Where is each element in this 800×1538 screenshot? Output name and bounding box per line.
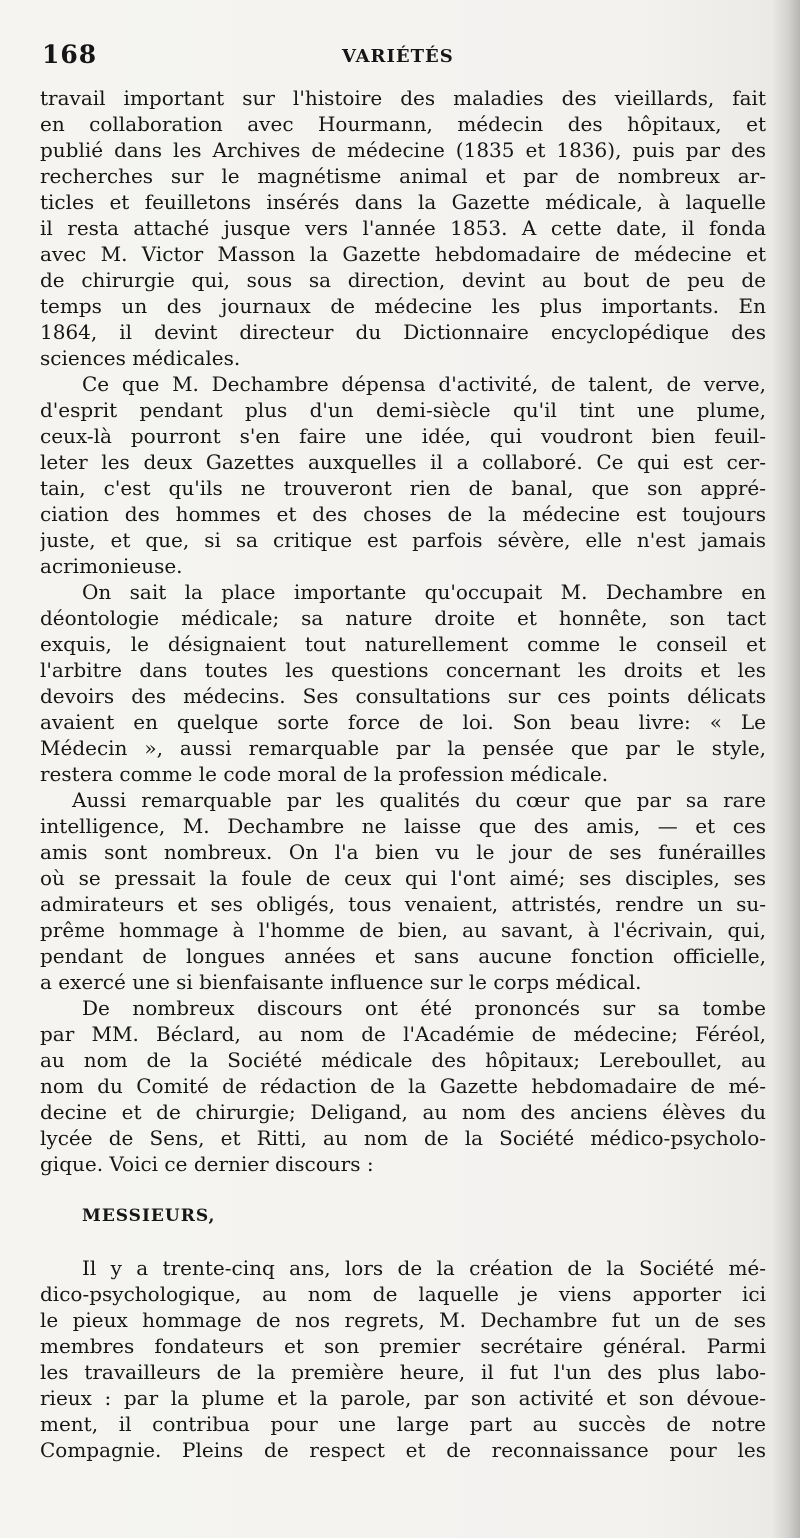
text-line: acrimonieuse. [40,554,183,578]
text-line: où se pressait la foule de ceux qui l'ont aimé; ses disciples, ses [40,866,766,890]
text-line: exquis, le désignaient tout naturellement comme le conseil et [40,632,766,656]
text-line: On sait la place importante qu'occupait M. Dechambre en [82,580,766,604]
text-line: leter les deux Gazettes auxquelles il a collaboré. Ce qui est cer- [40,450,766,474]
text-line: recherches sur le magnétisme animal et par de nombreux ar- [40,164,766,188]
page-header [42,40,764,74]
text-line: avaient en quelque sorte force de loi. Son beau livre: « Le [40,710,766,734]
text-line: intelligence, M. Dechambre ne laisse que des amis, — et ces [40,814,766,838]
text-line: au nom de la Société médicale des hôpitaux; Lereboullet, au [40,1048,766,1072]
text-line: sciences médicales. [40,346,241,370]
text-line: ticles et feuilletons insérés dans la Gazette médicale, à laquelle [40,190,766,214]
text-line: pendant de longues années et sans aucune fonction officielle, [40,944,766,968]
text-line: travail important sur l'histoire des maladies des vieillards, fait [40,86,766,110]
text-line: rieux : par la plume et la parole, par son activité et son dévoue- [40,1386,766,1410]
text-line: de chirurgie qui, sous sa direction, devint au bout de peu de [40,268,766,292]
text-line: temps un des journaux de médecine les plus importants. En [40,294,766,318]
speech-paragraph [40,1255,766,1463]
text-line: par MM. Béclard, au nom de l'Académie de médecine; Féréol, [40,1022,766,1046]
text-line: ciation des hommes et des choses de la médecine est toujours [40,502,766,526]
text-line: 1864, il devint directeur du Dictionnaire encyclopédique des [40,320,766,344]
text-line: juste, et que, si sa critique est parfois sévère, elle n'est jamais [40,528,766,552]
text-line: il resta attaché jusque vers l'année 1853. A cette date, il fonda [40,216,766,240]
paragraph-4 [40,787,766,995]
spacer [40,1229,766,1255]
text-line: en collaboration avec Hourmann, médecin des hôpitaux, et [40,112,766,136]
salutation: MESSIEURS, [82,1206,216,1226]
spine-shadow [772,0,800,1538]
text-line: ceux-là pourront s'en faire une idée, qui voudront bien feuil- [40,424,766,448]
paragraph-3 [40,579,766,787]
text-line: a exercé une si bienfaisante influence sur le corps médical. [40,970,642,994]
text-line: Il y a trente-cinq ans, lors de la création de la Société mé- [82,1256,766,1280]
text-line: les travailleurs de la première heure, il fut l'un des plus labo- [40,1360,766,1384]
text-line: tain, c'est qu'ils ne trouveront rien de banal, que son appré- [40,476,766,500]
text-line: decine et de chirurgie; Deligand, au nom des anciens élèves du [40,1100,766,1124]
spacer [40,1177,766,1203]
paragraph-5 [40,995,766,1177]
paragraph-2 [40,371,766,579]
text-line: restera comme le code moral de la profession médicale. [40,762,609,786]
text-line: membres fondateurs et son premier secrétaire général. Parmi [40,1334,766,1358]
text-line: déontologie médicale; sa nature droite et honnête, son tact [40,606,766,630]
text-line: le pieux hommage de nos regrets, M. Dechambre fut un de ses [40,1308,766,1332]
paragraph-1 [40,85,766,371]
text-line: Compagnie. Pleins de respect et de reconnaissance pour les [40,1438,766,1462]
text-line: dico-psychologique, au nom de laquelle je viens apporter ici [40,1282,766,1306]
text-line: ment, il contribua pour une large part au succès de notre [40,1412,766,1436]
text-line: Ce que M. Dechambre dépensa d'activité, de talent, de verve, [82,372,766,396]
page-number: 168 [42,40,98,69]
text-line: De nombreux discours ont été prononcés sur sa tombe [82,996,766,1020]
text-line: admirateurs et ses obligés, tous venaient, attristés, rendre un su- [40,892,766,916]
body-text [40,85,766,1463]
text-line: avec M. Victor Masson la Gazette hebdomadaire de médecine et [40,242,766,266]
text-line: prême hommage à l'homme de bien, au savant, à l'écrivain, qui, [40,918,766,942]
text-line: d'esprit pendant plus d'un demi-siècle qu'il tint une plume, [40,398,766,422]
text-line: publié dans les Archives de médecine (1835 et 1836), puis par des [40,138,766,162]
text-line: Aussi remarquable par les qualités du cœur que par sa rare [72,788,766,812]
text-line: l'arbitre dans toutes les questions concernant les droits et les [40,658,766,682]
text-line: amis sont nombreux. On l'a bien vu le jour de ses funérailles [40,840,766,864]
text-line: nom du Comité de rédaction de la Gazette hebdomadaire de mé- [40,1074,766,1098]
text-line: devoirs des médecins. Ses consultations sur ces points délicats [40,684,766,708]
running-head: VARIÉTÉS [342,46,454,67]
text-line: Médecin », aussi remarquable par la pensée que par le style, [40,736,766,760]
text-line: lycée de Sens, et Ritti, au nom de la Société médico-psycholo- [40,1126,766,1150]
text-line: gique. Voici ce dernier discours : [40,1152,374,1176]
